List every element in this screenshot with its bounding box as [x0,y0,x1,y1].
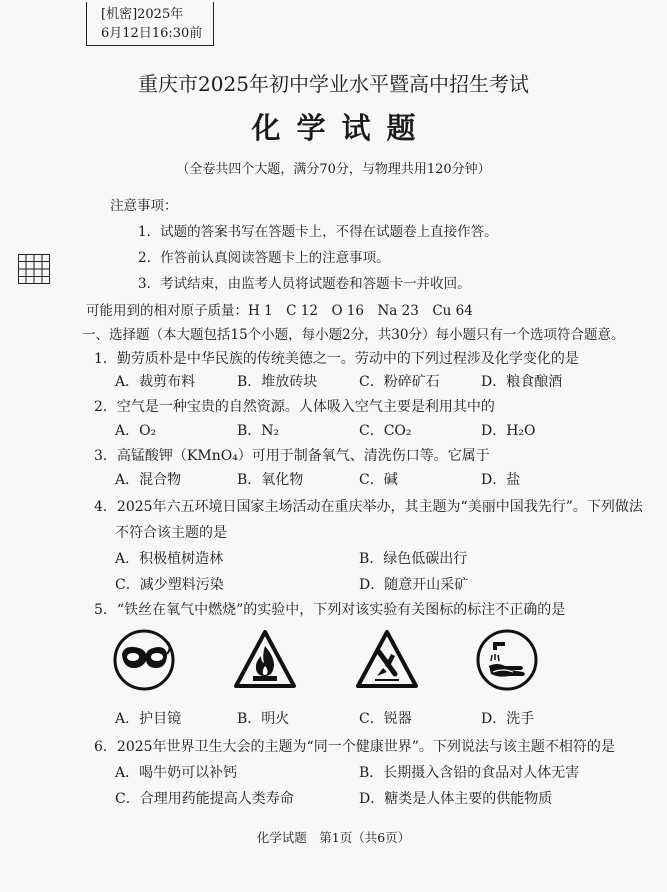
q4-option-c: C．减少塑料污染 [115,577,224,593]
page-footer: 化学试题 第1页（共6页） [256,830,411,845]
confidential-box [86,2,214,46]
q6-option-c: C．合理用药能提高人类寿命 [115,791,294,807]
q6-stem: 6．2025年世界卫生大会的主题为“同一个健康世界”。下列说法与该主题不相符的是 [94,739,615,755]
notice-heading: 注意事项： [110,198,178,214]
sharp-objects-icon [355,628,419,692]
q6-option-d: D．糖类是人体主要的供能物质 [359,791,553,807]
subject-title: 化学试题 [251,111,432,145]
q5-option-c: C．锐器 [359,711,412,727]
atomic-masses: 可能用到的相对原子质量：H 1 C 12 O 16 Na 23 Cu 64 [86,303,473,319]
q1-option-c: C．粉碎矿石 [359,374,440,390]
q4-option-b: B．绿色低碳出行 [359,551,468,567]
q6-option-b: B．长期摄入含铅的食品对人体无害 [359,765,580,781]
q1-option-b: B．堆放砖块 [237,374,318,390]
q2-option-a: A．O₂ [115,423,157,439]
hand-washing-icon [475,628,539,692]
q5-option-a: A．护目镜 [115,711,182,727]
q1-stem: 1．勤劳质朴是中华民族的传统美德之一。劳动中的下列过程涉及化学变化的是 [94,351,579,367]
q3-option-d: D．盐 [481,472,521,488]
q1-option-a: A．裁剪布料 [115,374,196,390]
open-flame-icon [233,628,297,692]
q2-option-c: C．CO₂ [359,423,412,439]
q5-stem: 5．“铁丝在氧气中燃烧”的实验中，下列对该实验有关图标的标注不正确的是 [94,602,566,618]
q2-stem: 2．空气是一种宝贵的自然资源。人体吸入空气主要是利用其中的 [94,399,495,415]
notice-item-3: 3．考试结束，由监考人员将试题卷和答题卡一并收回。 [138,276,471,292]
confidential-line-2: 6月12日16:30前 [101,26,203,41]
q5-option-d: D．洗手 [481,711,535,727]
notice-item-2: 2．作答前认真阅读答题卡上的注意事项。 [138,250,390,266]
q5-option-b: B．明火 [237,711,290,727]
q2-option-b: B．N₂ [237,423,280,439]
q2-option-d: D．H₂O [481,423,536,439]
q4-stem-line-2: 不符合该主题的是 [115,525,227,541]
exam-title: 重庆市2025年初中学业水平暨高中招生考试 [138,72,529,96]
section-1-heading: 一、选择题（本大题包括15个小题，每小题2分，共30分）每小题只有一个选项符合题意。 [82,327,625,343]
q4-option-d: D．随意开山采矿 [359,577,469,593]
q4-stem-line-1: 4．2025年六五环境日国家主场活动在重庆举办，其主题为“美丽中国我先行”。下列做法 [94,499,643,515]
q4-option-a: A．积极植树造林 [115,551,224,567]
notice-item-1: 1．试题的答案书写在答题卡上，不得在试题卷上直接作答。 [138,224,498,240]
q3-stem: 3．高锰酸钾（KMnO₄）可用于制备氧气、清洗伤口等。它属于 [94,448,490,464]
q3-option-a: A．混合物 [115,472,182,488]
q3-option-c: C．碱 [359,472,398,488]
q1-option-d: D．粮食酿酒 [481,374,563,390]
grid-icon [18,254,50,284]
q3-option-b: B．氧化物 [237,472,304,488]
goggles-icon [112,628,176,692]
exam-subtitle: （全卷共四个大题，满分70分，与物理共用120分钟） [176,162,491,177]
q6-option-a: A．喝牛奶可以补钙 [115,765,238,781]
confidential-line-1: [机密]2025年 [101,7,184,22]
